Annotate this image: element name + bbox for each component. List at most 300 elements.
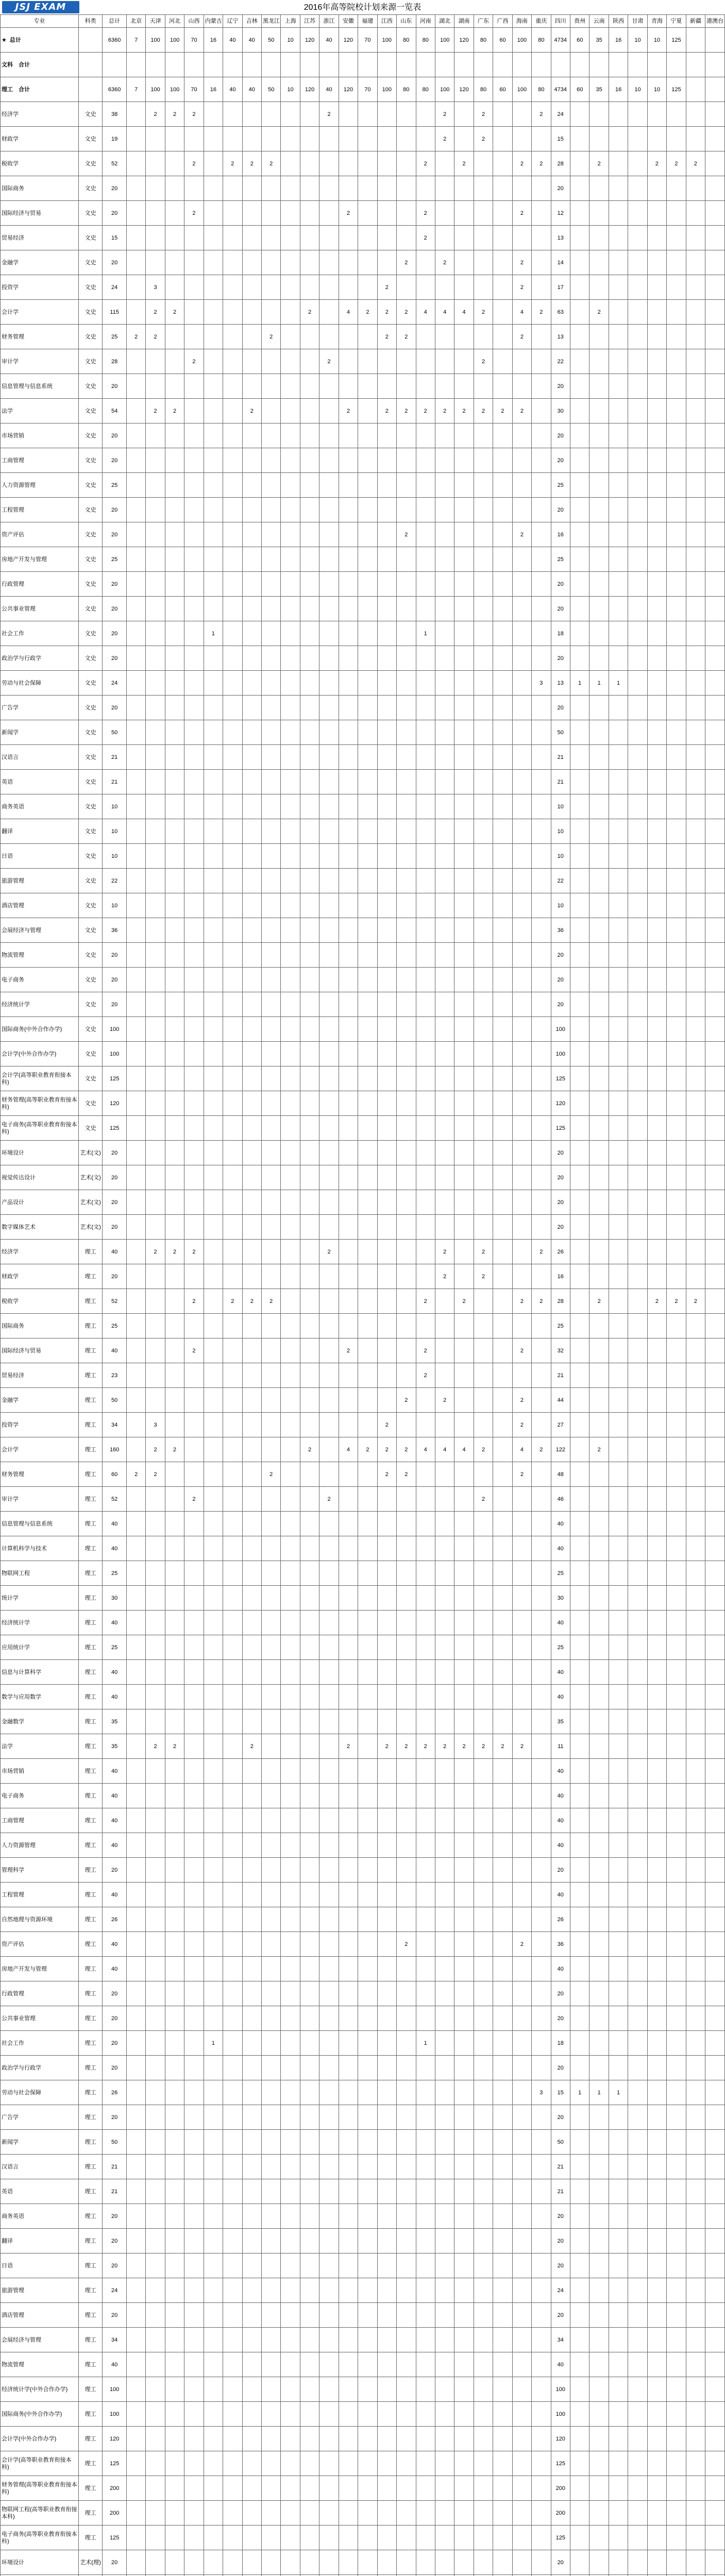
category-cell: 理工 (78, 2204, 103, 2229)
quota-cell (281, 1066, 300, 1091)
quota-cell (204, 2179, 223, 2204)
quota-cell (532, 2031, 551, 2056)
quota-cell (339, 745, 358, 770)
quota-cell (609, 1437, 628, 1462)
quota-cell (435, 325, 454, 349)
quota-cell (242, 1091, 261, 1116)
quota-cell (416, 572, 435, 597)
quota-cell (339, 2253, 358, 2278)
major-name-cell (1, 1981, 79, 2006)
quota-cell (262, 53, 281, 77)
quota-cell (667, 671, 686, 696)
quota-cell (146, 2427, 165, 2451)
quota-cell (184, 1042, 204, 1066)
quota-cell (146, 1017, 165, 1042)
quota-cell (358, 2130, 377, 2155)
quota-cell (705, 1734, 725, 1759)
quota-cell (686, 102, 705, 127)
quota-cell (609, 201, 628, 226)
quota-cell (628, 1066, 647, 1091)
quota-cell (146, 646, 165, 671)
quota-cell (126, 943, 145, 968)
quota-cell (397, 448, 416, 473)
quota-cell (570, 1561, 589, 1586)
quota-cell (667, 1116, 686, 1141)
quota-cell (223, 1091, 242, 1116)
category-cell: 文史 (78, 968, 103, 992)
quota-cell (377, 2204, 396, 2229)
table-row (1, 1833, 725, 1858)
quota-cell (242, 53, 261, 77)
quota-cell (493, 1784, 512, 1808)
quota-cell (165, 2155, 184, 2179)
table-row (1, 1932, 725, 1957)
quota-cell (435, 2179, 454, 2204)
quota-cell (647, 1907, 666, 1932)
category-cell: 理工 (78, 1685, 103, 1709)
quota-cell (339, 621, 358, 646)
quota-cell: 20 (551, 1858, 570, 1883)
quota-cell: 20 (103, 374, 127, 399)
quota-cell (686, 696, 705, 720)
quota-cell (474, 646, 493, 671)
quota-cell (223, 325, 242, 349)
quota-cell: 1 (589, 671, 609, 696)
quota-cell (358, 968, 377, 992)
quota-cell (358, 2179, 377, 2204)
quota-cell (609, 1883, 628, 1907)
quota-cell (262, 1784, 281, 1808)
quota-cell (609, 2179, 628, 2204)
quota-cell (126, 1685, 145, 1709)
quota-cell (493, 1338, 512, 1363)
quota-cell (512, 423, 531, 448)
quota-cell (609, 597, 628, 621)
quota-cell (184, 819, 204, 844)
quota-cell (474, 745, 493, 770)
quota-cell (512, 1660, 531, 1685)
table-row (1, 893, 725, 918)
category-cell: 理工 (78, 2352, 103, 2377)
major-name-cell (1, 423, 79, 448)
quota-cell: 20 (551, 572, 570, 597)
category-cell: 理工 (78, 1264, 103, 1289)
quota-cell (686, 597, 705, 621)
quota-cell (281, 349, 300, 374)
quota-cell (242, 127, 261, 151)
quota-cell (184, 1363, 204, 1388)
quota-cell (705, 696, 725, 720)
quota-cell (628, 1660, 647, 1685)
quota-cell (397, 473, 416, 498)
quota-cell (358, 374, 377, 399)
quota-cell (377, 1932, 396, 1957)
major-name-cell (1, 349, 79, 374)
quota-cell (242, 1586, 261, 1611)
quota-cell (589, 1116, 609, 1141)
quota-cell: 20 (103, 597, 127, 621)
quota-cell (705, 2105, 725, 2130)
quota-cell: 20 (103, 1141, 127, 1165)
quota-cell (300, 275, 319, 300)
quota-cell (204, 1784, 223, 1808)
quota-cell (184, 770, 204, 794)
quota-cell (474, 201, 493, 226)
quota-cell (184, 522, 204, 547)
quota-cell (319, 2204, 339, 2229)
quota-cell (474, 1981, 493, 2006)
quota-cell (474, 572, 493, 597)
quota-cell (493, 2130, 512, 2155)
quota-cell (570, 448, 589, 473)
quota-cell (416, 1388, 435, 1413)
quota-cell: 2 (146, 300, 165, 325)
quota-cell (474, 1141, 493, 1165)
quota-cell (165, 1042, 184, 1066)
quota-cell (223, 646, 242, 671)
quota-cell (416, 1066, 435, 1091)
column-header: 青海 (647, 15, 666, 28)
quota-cell (126, 2402, 145, 2427)
quota-cell (223, 844, 242, 869)
quota-cell: 50 (103, 1388, 127, 1413)
quota-cell (377, 794, 396, 819)
quota-cell: 4 (416, 300, 435, 325)
category-cell: 理工 (78, 1759, 103, 1784)
quota-cell (686, 2080, 705, 2105)
category-cell: 理工 (78, 2427, 103, 2451)
quota-cell (647, 572, 666, 597)
quota-cell: 100 (103, 1017, 127, 1042)
quota-cell (647, 968, 666, 992)
major-name-cell (1, 1017, 79, 1042)
quota-cell (532, 1858, 551, 1883)
quota-cell (358, 2550, 377, 2575)
quota-cell: 15 (551, 2080, 570, 2105)
quota-cell (435, 2402, 454, 2427)
quota-cell: 1 (570, 2080, 589, 2105)
quota-cell (281, 1413, 300, 1437)
quota-cell (474, 1709, 493, 1734)
quota-cell (339, 1611, 358, 1635)
quota-cell: 16 (609, 77, 628, 102)
quota-cell: 40 (551, 1784, 570, 1808)
quota-cell (358, 1685, 377, 1709)
quota-cell (242, 1536, 261, 1561)
quota-cell (628, 250, 647, 275)
quota-cell (300, 893, 319, 918)
quota-cell (146, 918, 165, 943)
quota-cell (281, 794, 300, 819)
quota-cell (281, 399, 300, 423)
quota-cell (262, 448, 281, 473)
quota-cell (223, 349, 242, 374)
quota-cell (609, 423, 628, 448)
quota-cell (184, 2402, 204, 2427)
quota-cell (262, 176, 281, 201)
quota-cell (474, 498, 493, 522)
quota-cell (242, 1759, 261, 1784)
quota-cell (416, 127, 435, 151)
quota-cell (628, 473, 647, 498)
quota-cell (493, 1981, 512, 2006)
quota-cell (242, 201, 261, 226)
quota-cell (474, 151, 493, 176)
quota-cell (609, 869, 628, 893)
quota-cell (435, 1685, 454, 1709)
quota-cell (493, 819, 512, 844)
quota-cell (281, 2352, 300, 2377)
quota-cell (667, 819, 686, 844)
quota-cell (435, 1091, 454, 1116)
quota-cell (339, 522, 358, 547)
quota-cell (242, 1240, 261, 1264)
quota-cell (609, 1734, 628, 1759)
quota-cell (686, 250, 705, 275)
quota-cell (281, 2031, 300, 2056)
quota-cell (126, 1017, 145, 1042)
quota-cell (223, 1066, 242, 1091)
quota-cell (319, 2130, 339, 2155)
quota-cell: 10 (281, 77, 300, 102)
quota-cell: 60 (493, 77, 512, 102)
quota-cell (589, 819, 609, 844)
quota-cell (474, 1462, 493, 1487)
quota-cell (223, 547, 242, 572)
quota-cell: 25 (103, 1561, 127, 1586)
category-cell: 理工 (78, 1784, 103, 1808)
quota-cell (667, 1586, 686, 1611)
quota-cell (454, 1858, 474, 1883)
quota-cell (339, 696, 358, 720)
quota-cell (358, 1042, 377, 1066)
quota-cell (165, 2402, 184, 2427)
quota-cell (416, 1685, 435, 1709)
quota-cell (628, 374, 647, 399)
quota-cell: 20 (103, 1264, 127, 1289)
quota-cell (397, 1883, 416, 1907)
quota-cell (242, 844, 261, 869)
quota-cell: 2 (532, 300, 551, 325)
quota-cell (377, 1338, 396, 1363)
quota-cell (397, 1808, 416, 1833)
quota-cell (358, 250, 377, 275)
quota-cell (454, 720, 474, 745)
quota-cell (184, 53, 204, 77)
quota-cell (686, 893, 705, 918)
quota-cell (165, 1363, 184, 1388)
quota-cell (454, 423, 474, 448)
quota-cell (184, 1116, 204, 1141)
quota-cell (397, 1611, 416, 1635)
quota-cell (204, 1759, 223, 1784)
quota-cell (589, 2056, 609, 2080)
quota-cell (165, 2526, 184, 2550)
quota-cell (242, 1635, 261, 1660)
quota-cell (686, 819, 705, 844)
quota-cell (184, 2056, 204, 2080)
quota-cell (126, 2377, 145, 2402)
quota-cell (146, 1165, 165, 1190)
major-label: 国际经济与贸易 (2, 1347, 41, 1354)
category-cell: 文史 (78, 893, 103, 918)
quota-cell: 25 (551, 1635, 570, 1660)
major-label: 会计学 (2, 1446, 19, 1453)
quota-cell (647, 250, 666, 275)
quota-cell (570, 1709, 589, 1734)
quota-cell (532, 423, 551, 448)
quota-cell (184, 2155, 204, 2179)
quota-cell (319, 1981, 339, 2006)
quota-cell (281, 1932, 300, 1957)
quota-cell (262, 1536, 281, 1561)
quota-cell (570, 720, 589, 745)
quota-cell (628, 1611, 647, 1635)
major-label: 工程管理 (2, 1891, 24, 1898)
quota-cell (262, 621, 281, 646)
quota-cell: 40 (551, 1685, 570, 1709)
quota-cell: 100 (103, 2402, 127, 2427)
category-cell: 理工 (78, 1635, 103, 1660)
quota-cell (532, 1338, 551, 1363)
quota-cell (570, 2352, 589, 2377)
table-row (1, 201, 725, 226)
quota-cell (281, 2476, 300, 2501)
quota-cell (146, 943, 165, 968)
quota-cell (667, 2130, 686, 2155)
quota-cell (339, 2204, 358, 2229)
quota-cell (262, 893, 281, 918)
quota-cell (705, 646, 725, 671)
quota-cell (667, 893, 686, 918)
quota-cell (377, 1215, 396, 1240)
quota-cell (667, 176, 686, 201)
quota-cell (705, 547, 725, 572)
quota-cell (262, 473, 281, 498)
quota-cell (493, 547, 512, 572)
quota-cell (319, 1784, 339, 1808)
quota-cell (339, 1586, 358, 1611)
major-label: 法学 (2, 408, 13, 414)
quota-cell (300, 226, 319, 250)
quota-cell (686, 2204, 705, 2229)
quota-cell (667, 547, 686, 572)
quota-cell (667, 423, 686, 448)
quota-cell (281, 2179, 300, 2204)
quota-cell (165, 498, 184, 522)
column-header: 上海 (281, 15, 300, 28)
quota-cell (339, 2550, 358, 2575)
quota-cell (570, 1388, 589, 1413)
quota-cell (377, 1784, 396, 1808)
quota-cell (165, 968, 184, 992)
quota-cell (416, 1042, 435, 1066)
major-label: 工商管理 (2, 1817, 24, 1824)
quota-cell (319, 1338, 339, 1363)
table-row (1, 2006, 725, 2031)
quota-cell (570, 1512, 589, 1536)
quota-cell: 20 (103, 2031, 127, 2056)
category-cell: 理工 (78, 1512, 103, 1536)
quota-cell (609, 992, 628, 1017)
quota-cell (512, 2278, 531, 2303)
quota-cell (223, 1586, 242, 1611)
quota-cell (184, 2451, 204, 2476)
quota-cell (146, 1536, 165, 1561)
quota-cell (165, 2130, 184, 2155)
quota-cell (126, 1165, 145, 1190)
quota-cell (126, 1709, 145, 1734)
quota-cell (493, 2427, 512, 2451)
quota-cell (223, 1660, 242, 1685)
quota-cell (146, 597, 165, 621)
quota-cell: 21 (103, 2155, 127, 2179)
category-cell: 文史 (78, 399, 103, 423)
quota-cell (126, 671, 145, 696)
quota-cell (532, 1141, 551, 1165)
quota-cell (300, 2402, 319, 2427)
quota-cell (589, 1042, 609, 1066)
quota-cell (474, 1215, 493, 1240)
category-cell: 理工 (78, 2006, 103, 2031)
quota-cell (300, 1240, 319, 1264)
quota-cell (589, 1635, 609, 1660)
table-row (1, 1734, 725, 1759)
quota-cell (126, 2303, 145, 2328)
category-cell: 理工 (78, 2526, 103, 2550)
quota-cell (377, 2451, 396, 2476)
quota-cell (184, 1561, 204, 1586)
quota-cell (435, 275, 454, 300)
quota-cell (570, 1660, 589, 1685)
quota-cell (609, 1957, 628, 1981)
category-cell: 文史 (78, 201, 103, 226)
quota-cell (512, 597, 531, 621)
quota-cell (377, 770, 396, 794)
quota-cell (358, 1017, 377, 1042)
quota-cell (126, 1808, 145, 1833)
quota-cell (126, 2352, 145, 2377)
quota-cell (358, 597, 377, 621)
quota-cell: 120 (300, 28, 319, 53)
quota-cell (416, 1932, 435, 1957)
quota-cell (146, 2031, 165, 2056)
column-header: 福建 (358, 15, 377, 28)
quota-cell (165, 621, 184, 646)
major-name-cell (1, 1957, 79, 1981)
quota-cell: 4734 (551, 28, 570, 53)
quota-cell (628, 2105, 647, 2130)
quota-cell (570, 1116, 589, 1141)
quota-cell (223, 1437, 242, 1462)
major-label: 人力资源管理 (2, 1842, 36, 1849)
quota-cell (184, 671, 204, 696)
quota-cell: 2 (474, 1487, 493, 1512)
quota-cell (165, 423, 184, 448)
quota-cell: 120 (339, 77, 358, 102)
quota-cell (628, 621, 647, 646)
quota-cell (454, 597, 474, 621)
quota-cell (397, 2105, 416, 2130)
quota-cell (416, 1635, 435, 1660)
quota-cell: 26 (551, 1240, 570, 1264)
quota-cell: 25 (551, 1314, 570, 1338)
quota-cell (512, 1165, 531, 1190)
quota-cell (300, 1957, 319, 1981)
quota-cell (589, 1363, 609, 1388)
quota-cell (358, 1413, 377, 1437)
major-name-cell (1, 2303, 79, 2328)
